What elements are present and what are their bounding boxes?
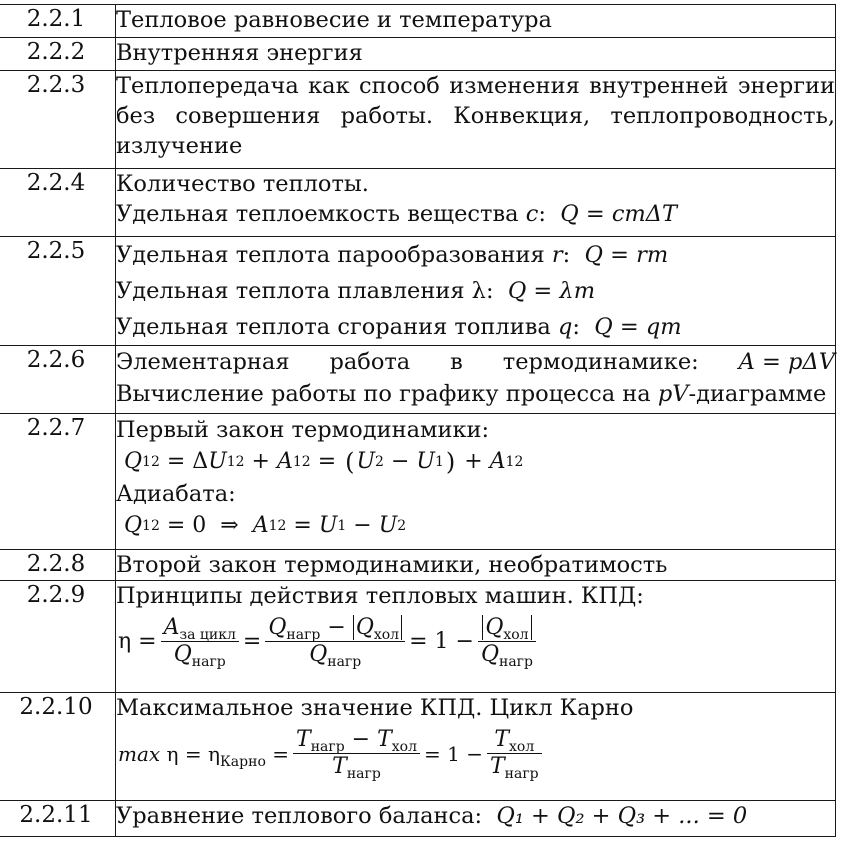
formula: Q = rm [584,242,669,268]
formula: Q = λm [507,278,596,304]
codifier-table [0,4,836,837]
carnot-formula: $\max \eta = \eta_{Карно}$ = $\frac{T_{нагр} - T_{хол}}{T_{нагр}}$ = 1 − $\frac{T_{хол}}{T_{нагр}}$ [116,727,835,780]
table-row [0,581,836,693]
formula: Q = cmΔT [560,201,678,227]
row-code: 2.2.2 [0,38,116,71]
row-code: 2.2.4 [0,169,116,237]
row-code: 2.2.1 [0,5,116,38]
table-row [0,71,836,169]
table-row [0,237,836,346]
row-description: Тепловое равновесие и температура [116,5,836,38]
efficiency-formula: η = $\frac{A_{за цикл}}{Q_{нагр}}$ = $\frac{Q_{нагр} - Q_{хол}}{Q_{нагр}}$ = 1 − $\frac{Q_{хол}}{Q_{нагр}}$ [116,615,835,668]
table-row [0,38,836,71]
row-code: 2.2.7 [0,414,116,550]
table-row [0,346,836,414]
row-description: Количество теплоты. Удельная теплоемкость вещества c: Q = cmΔT [116,169,836,237]
row-description: Внутренняя энергия [116,38,836,71]
formula: Q = qm [594,314,682,340]
table-row [0,550,836,581]
row-description: Удельная теплота парообразования r: Q = rm Удельная теплота плавления λ: Q = λm Удельная теплота сгорания топлива q: Q = qm [116,237,836,346]
row-description: Уравнение теплового баланса: Q₁ + Q₂ + Q₃ + ... = 0 [116,801,836,837]
table-row [0,801,836,837]
table-row [0,5,836,38]
row-code: 2.2.11 [0,801,116,837]
row-description: Максимальное значение КПД. Цикл Карно $\max \eta = \eta_{Карно}$ = $\frac{T_{нагр} - T_{хол}}{T_{нагр}}$ = 1 − $\frac{T_{хол}}{T_{нагр}}$ [116,693,836,801]
formula: Q₁ + Q₂ + Q₃ + ... = 0 [496,803,748,829]
row-code: 2.2.5 [0,237,116,346]
row-description: Первый закон термодинамики: Q 12 = Δ U 12 + A 12 = ( U 2 − U 1 ) + A 12 Адиабата: Q 12 = 0 ⇒ A 12 = U 1 − U 2 [116,414,836,550]
adiabatic-formula: Q 12 = 0 ⇒ A 12 = U 1 − U 2 [124,513,407,538]
row-code: 2.2.10 [0,693,116,801]
table-row [0,693,836,801]
row-code: 2.2.9 [0,581,116,693]
row-code: 2.2.6 [0,346,116,414]
first-law-formula: Q 12 = Δ U 12 + A 12 = ( U 2 − U 1 ) + A 12 [124,448,524,476]
row-description: Второй закон термодинамики, необратимость [116,550,836,581]
row-description: Теплопередача как способ изменения внутренней энергии без совершения работы. Конвекция, теплопроводность, излучение [116,71,836,169]
row-code: 2.2.8 [0,550,116,581]
row-description: Элементарная работа в термодинамике: A = pΔV Вычисление работы по графику процесса на pV-диаграмме [116,346,836,414]
formula: A = pΔV [738,349,835,375]
row-code: 2.2.3 [0,71,116,169]
table-row [0,169,836,237]
table-row [0,414,836,550]
row-description: Принципы действия тепловых машин. КПД: η = $\frac{A_{за цикл}}{Q_{нагр}}$ = $\frac{Q_{нагр} - Q_{хол}}{Q_{нагр}}$ = 1 − $\frac{Q_{хол}}{Q_{нагр}}$ [116,581,836,693]
